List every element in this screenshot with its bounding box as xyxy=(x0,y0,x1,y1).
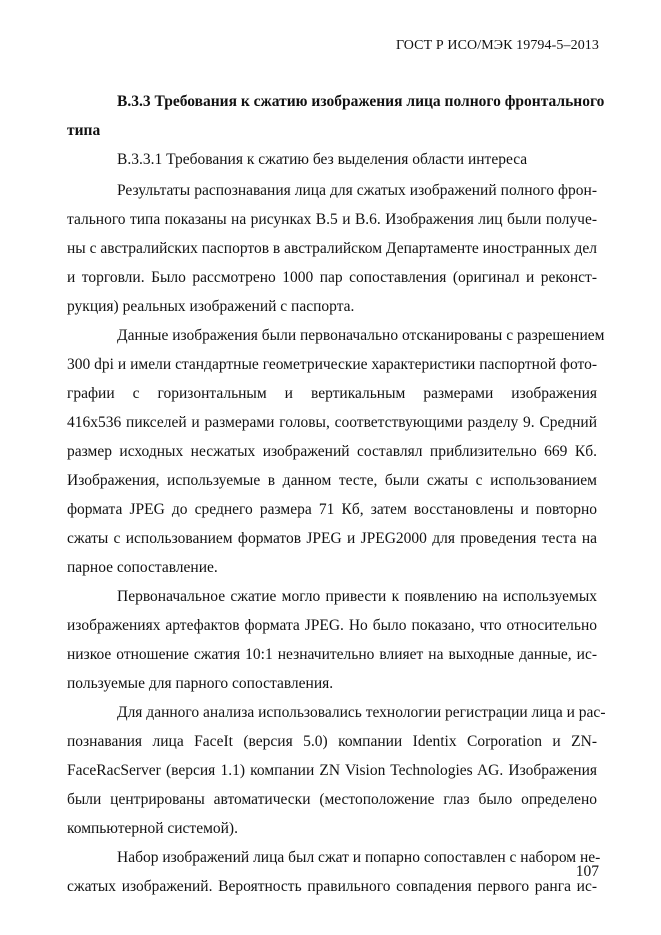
paragraph-line: низкое отношение сжатия 10:1 незначительно влияет на выходные данные, ис- xyxy=(67,646,597,663)
paragraph-line: Результаты распознавания лица для сжатых изображений полного фрон- xyxy=(117,182,597,199)
subsection-heading: В.3.3.1 Требования к сжатию без выделения области интереса xyxy=(117,151,528,168)
section-heading-line-2: типа xyxy=(67,122,101,139)
paragraph-line: 416x536 пикселей и размерами головы, соответствующими разделу 9. Средний xyxy=(67,414,597,431)
paragraph-line: FaceRacServer (версия 1.1) компании ZN Vision Technologies AG. Изображения xyxy=(67,762,597,779)
paragraph-line: парное сопоставление. xyxy=(67,559,218,576)
document-header: ГОСТ Р ИСО/МЭК 19794-5–2013 xyxy=(395,38,599,53)
paragraph-line: ны с австралийских паспортов в австралийском Департаменте иностранных дел xyxy=(67,240,597,257)
paragraph-line: Первоначальное сжатие могло привести к появлению на используемых xyxy=(117,588,597,605)
paragraph-line: 300 dpi и имели стандартные геометрические характеристики паспортной фото- xyxy=(67,356,597,373)
paragraph-line: рукция) реальных изображений с паспорта. xyxy=(67,298,355,315)
paragraph-line: Набор изображений лица был сжат и попарно сопоставлен с набором не- xyxy=(117,849,601,866)
paragraph-line: Изображения, используемые в данном тесте, были сжаты с использованием xyxy=(67,472,597,489)
paragraph-line: размер исходных несжатых изображений составлял приблизительно 669 Кб. xyxy=(67,443,597,460)
paragraph-line: изображениях артефактов формата JPEG. Но было показано, что относительно xyxy=(67,617,597,634)
paragraph-line: сжатых изображений. Вероятность правильного совпадения первого ранга ис- xyxy=(67,878,597,895)
paragraph-line: формата JPEG до среднего размера 71 Кб, затем восстановлены и повторно xyxy=(67,501,597,518)
paragraph-line: Для данного анализа использовались технологии регистрации лица и рас- xyxy=(117,704,606,721)
paragraph-line: графии с горизонтальным и вертикальным размерами изображения xyxy=(67,385,597,402)
paragraph-line: тального типа показаны на рисунках В.5 и В.6. Изображения лиц были получе- xyxy=(67,211,597,228)
paragraph-line: были центрированы автоматически (местоположение глаз было определено xyxy=(67,791,597,808)
paragraph-line: пользуемые для парного сопоставления. xyxy=(67,675,334,692)
paragraph-line: Данные изображения были первоначально отсканированы с разрешением xyxy=(117,327,605,344)
section-heading-line-1: В.3.3 Требования к сжатию изображения лица полного фронтального xyxy=(117,93,605,110)
paragraph-line: сжаты с использованием форматов JPEG и JPEG2000 для проведения теста на xyxy=(67,530,597,547)
paragraph-line: и торговли. Было рассмотрено 1000 пар сопоставления (оригинал и реконст- xyxy=(67,269,597,286)
page-number: 107 xyxy=(575,863,599,880)
paragraph-line: компьютерной системой). xyxy=(67,820,238,837)
paragraph-line: познавания лица FaceIt (версия 5.0) компании Identix Corporation и ZN- xyxy=(67,733,597,750)
